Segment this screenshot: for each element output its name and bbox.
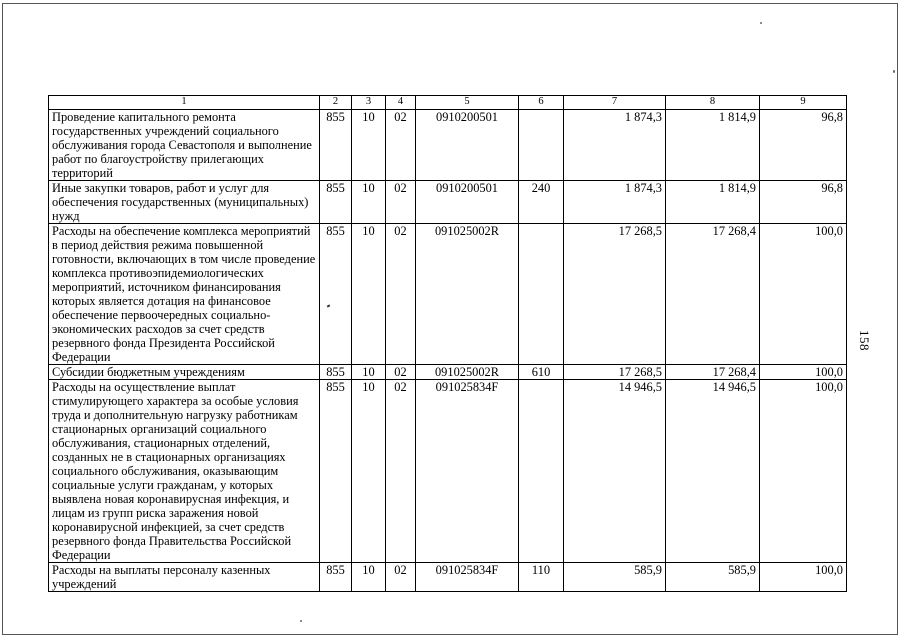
header-cell: 9 <box>760 96 847 110</box>
expense-type-code <box>519 224 564 365</box>
row-description: Расходы на выплаты персоналу казенных учреждений <box>49 563 320 592</box>
planned-amount: 17 268,5 <box>564 365 666 380</box>
planned-amount: 1 874,3 <box>564 181 666 224</box>
target-article-code: 091025834F <box>416 563 519 592</box>
header-cell: 3 <box>352 96 386 110</box>
subsection-code: 02 <box>386 365 416 380</box>
executed-amount: 14 946,5 <box>666 380 760 563</box>
target-article-code: 091025002R <box>416 365 519 380</box>
planned-amount: 1 874,3 <box>564 110 666 181</box>
expense-type-code <box>519 380 564 563</box>
planned-amount: 17 268,5 <box>564 224 666 365</box>
row-description: Проведение капитального ремонта государственных учреждений социального обслуживания города Севастополя и выполнение работ по благоустройству прилегающих территорий <box>49 110 320 181</box>
executed-amount: 1 814,9 <box>666 181 760 224</box>
planned-amount: 585,9 <box>564 563 666 592</box>
section-code: 10 <box>352 181 386 224</box>
subsection-code: 02 <box>386 224 416 365</box>
table-row <box>49 224 847 365</box>
ministry-code: 855 <box>320 110 352 181</box>
execution-percent: 96,8 <box>760 181 847 224</box>
ministry-code: 855 <box>320 563 352 592</box>
ministry-code: 855 <box>320 224 352 365</box>
ministry-code: 855 <box>320 380 352 563</box>
target-article-code: 091025834F <box>416 380 519 563</box>
subsection-code: 02 <box>386 563 416 592</box>
scan-speck <box>760 22 762 24</box>
header-cell: 7 <box>564 96 666 110</box>
expense-type-code: 240 <box>519 181 564 224</box>
table-row <box>49 110 847 181</box>
header-cell: 5 <box>416 96 519 110</box>
header-cell: 6 <box>519 96 564 110</box>
expense-type-code <box>519 110 564 181</box>
executed-amount: 1 814,9 <box>666 110 760 181</box>
subsection-code: 02 <box>386 380 416 563</box>
row-description: Иные закупки товаров, работ и услуг для обеспечения государственных (муниципальных) нужд <box>49 181 320 224</box>
header-cell: 2 <box>320 96 352 110</box>
section-code: 10 <box>352 365 386 380</box>
execution-percent: 100,0 <box>760 365 847 380</box>
row-description: Расходы на обеспечение комплекса мероприятий в период действия режима повышенной готовности, включающих в том числе проведение комплекса противоэпидемиологических мероприятий, источником финансирования которых является дотация на финансовое обеспечение первоочередных социально-экономических расходов за счет средств резервного фонда Президента Российской Федерации <box>49 224 320 365</box>
target-article-code: 0910200501 <box>416 110 519 181</box>
header-cell: 8 <box>666 96 760 110</box>
execution-percent: 96,8 <box>760 110 847 181</box>
row-description: Субсидии бюджетным учреждениям <box>49 365 320 380</box>
section-code: 10 <box>352 224 386 365</box>
page-number: 158 <box>857 330 872 351</box>
header-cell: 4 <box>386 96 416 110</box>
planned-amount: 14 946,5 <box>564 380 666 563</box>
expense-type-code: 610 <box>519 365 564 380</box>
table-row <box>49 563 847 592</box>
ministry-code: 855 <box>320 181 352 224</box>
scan-speck <box>300 620 302 622</box>
ministry-code: 855 <box>320 365 352 380</box>
table-row <box>49 380 847 563</box>
table-row <box>49 181 847 224</box>
scan-speck <box>893 70 895 73</box>
executed-amount: 17 268,4 <box>666 365 760 380</box>
header-cell: 1 <box>49 96 320 110</box>
header-row <box>49 96 847 110</box>
executed-amount: 17 268,4 <box>666 224 760 365</box>
section-code: 10 <box>352 110 386 181</box>
target-article-code: 0910200501 <box>416 181 519 224</box>
target-article-code: 091025002R <box>416 224 519 365</box>
subsection-code: 02 <box>386 110 416 181</box>
execution-percent: 100,0 <box>760 380 847 563</box>
budget-table <box>48 95 847 592</box>
execution-percent: 100,0 <box>760 224 847 365</box>
section-code: 10 <box>352 380 386 563</box>
expense-type-code: 110 <box>519 563 564 592</box>
execution-percent: 100,0 <box>760 563 847 592</box>
table-row <box>49 365 847 380</box>
subsection-code: 02 <box>386 181 416 224</box>
executed-amount: 585,9 <box>666 563 760 592</box>
section-code: 10 <box>352 563 386 592</box>
row-description: Расходы на осуществление выплат стимулирующего характера за особые условия труда и дополнительную нагрузку работникам стационарных организаций социального обслуживания, стационарных отделений, созданных не в стационарных организациях социального обслуживания, оказывающим социальные услуги гражданам, у которых выявлена новая коронавирусная инфекция, и лицам из групп риска заражения новой коронавирусной инфекцией, за счет средств резервного фонда Правительства Российской Федерации <box>49 380 320 563</box>
